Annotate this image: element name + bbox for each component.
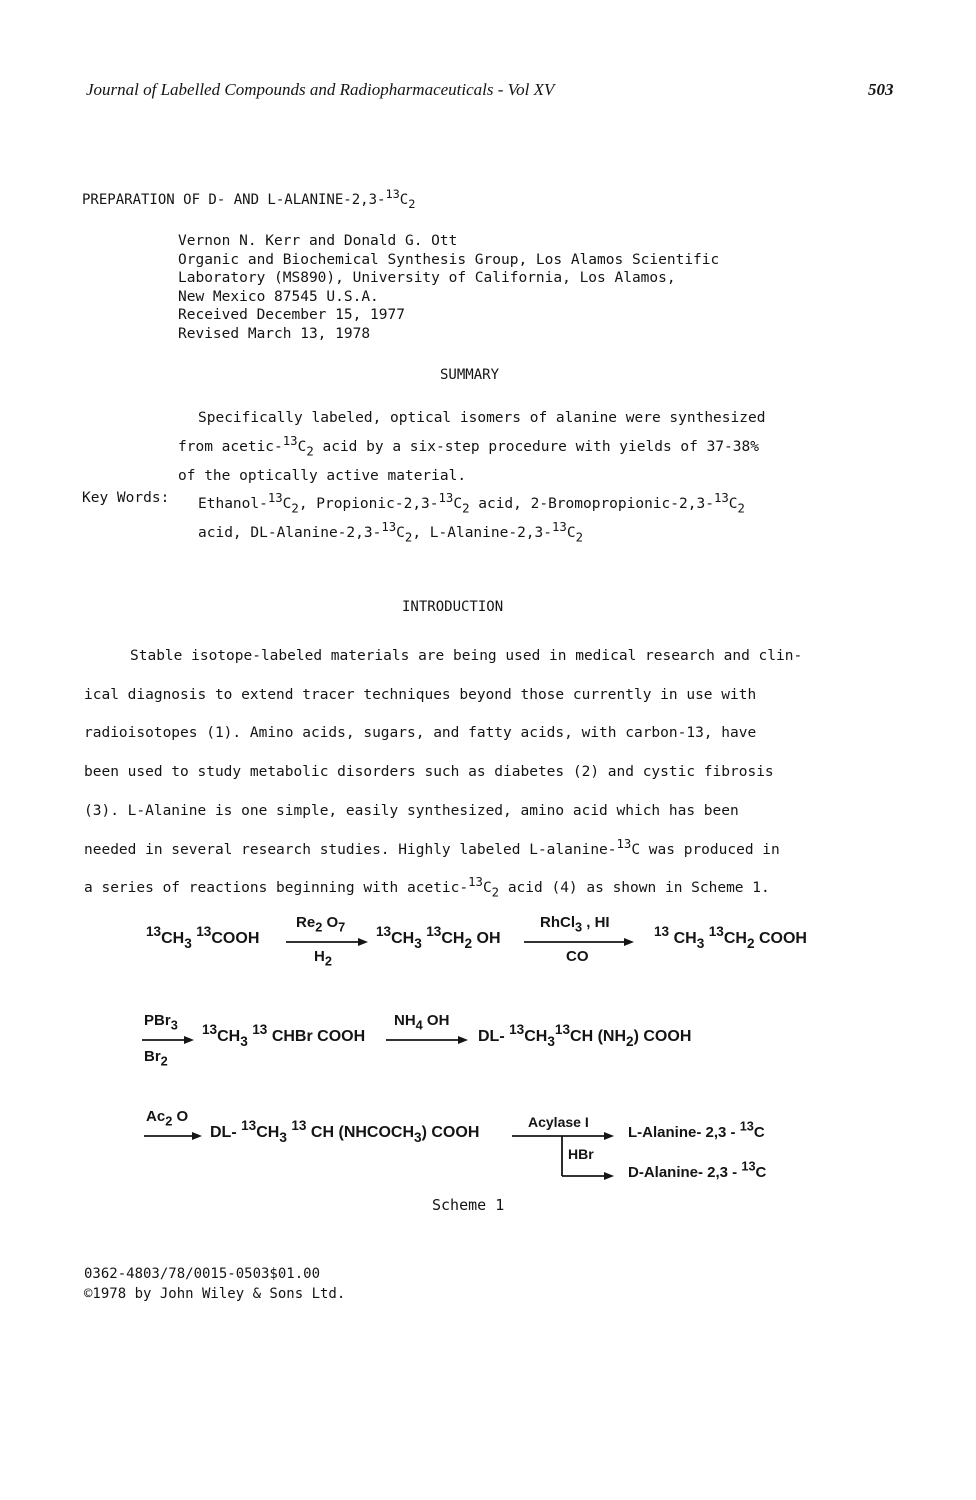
summary-heading: SUMMARY	[440, 367, 500, 383]
reagent-rhcl3-hi: RhCl$_3$ , HI	[540, 914, 610, 935]
compound-dl-alanine: DL- $^{13}CH_3^{13}CH$ $(NH_2)$ COOH	[478, 1022, 692, 1049]
compound-propionic-acid: $^{13}$ $CH_3$ $^{13}CH_2$ COOH	[654, 924, 807, 951]
reagent-co: CO	[566, 948, 589, 965]
page-number: 503	[868, 80, 894, 99]
affiliation-line: Organic and Biochemical Synthesis Group, Los Alamos Scientific	[178, 251, 720, 268]
reagent-acylase: Acylase I	[528, 1114, 589, 1130]
body-line: a series of reactions beginning with acetic-$^{13}C_2$ acid (4) as shown in Scheme 1.	[84, 875, 770, 900]
arrow-head	[604, 1172, 614, 1180]
compound-bromopropionic-acid: $^{13}CH_3$ $^{13}$ CHBr COOH	[202, 1022, 366, 1049]
compound-ethanol: $^{13}CH_3$ $^{13}CH_2$ OH	[376, 924, 501, 951]
body-line: been used to study metabolic disorders such as diabetes (2) and cystic fibrosis	[84, 764, 774, 781]
reagent-re2o7: $Re_2$ $O_7$	[296, 914, 346, 935]
arrow-head	[458, 1036, 468, 1044]
reagent-nh4oh: $NH_4$ OH	[394, 1012, 450, 1033]
compound-acetic-acid: $^{13}CH_3$ $^{13}$COOH	[146, 924, 260, 951]
affiliation-line: Laboratory (MS890), University of California, Los Alamos,	[178, 270, 676, 287]
product-l-alanine: L-Alanine- 2,3 - $^{13}$C	[628, 1118, 765, 1141]
body-line: radioisotopes (1). Amino acids, sugars, and fatty acids, with carbon-13, have	[84, 725, 757, 742]
arrow-head	[184, 1036, 194, 1044]
body-line: ical diagnosis to extend tracer techniques beyond those currently in use with	[84, 686, 757, 703]
arrow-head	[192, 1132, 202, 1140]
product-d-alanine: D-Alanine- 2,3 - $^{13}$C	[628, 1158, 767, 1181]
journal-header: Journal of Labelled Compounds and Radiopharmaceuticals - Vol XV	[86, 80, 555, 99]
body-line: (3). L-Alanine is one simple, easily synthesized, amino acid which has been	[84, 802, 739, 819]
body-line: needed in several research studies. Highly labeled L-alanine-$^{13}$C was produced in	[84, 836, 780, 858]
authors: Vernon N. Kerr and Donald G. Ott	[178, 233, 458, 249]
keywords-label: Key Words:	[82, 490, 170, 506]
received-date: Received December 15, 1977	[178, 307, 405, 324]
footer	[84, 1264, 345, 1304]
scheme-caption: Scheme 1	[432, 1196, 505, 1214]
reagent-pbr3: PBr$_3$	[144, 1012, 178, 1033]
summary-text: Specifically labeled, optical isomers of alanine were synthesized from acetic-$^{13}C_2$ acid by a six-step procedure with yields of 37-38% of the optically active material.	[178, 410, 766, 484]
body-line: Stable isotope-labeled materials are being used in medical research and clin-	[130, 648, 803, 664]
copyright: ©1978 by John Wiley & Sons Ltd.	[84, 1286, 346, 1302]
affiliation-line: New Mexico 87545 U.S.A.	[178, 288, 379, 305]
reagent-ac2o: $Ac_2$ O	[146, 1108, 189, 1129]
article-title: PREPARATION OF D- AND $L-ALANINE-2,3-^{13}C_2$	[82, 187, 416, 212]
arrow-head	[624, 938, 634, 946]
compound-n-acetyl-alanine: DL- $^{13}CH_3$ $^{13}$ CH $(NHCOCH_3)$ COOH	[210, 1118, 480, 1145]
introduction-heading: INTRODUCTION	[402, 599, 504, 615]
arrow-head	[604, 1132, 614, 1140]
reagent-h2: $H_2$	[314, 948, 332, 969]
arrow-head	[358, 938, 368, 946]
keywords-text: Ethanol-$^{13}C_2$, Propionic-$2,3-^{13}C_2$ acid, $2-Bromopropionic-2,3-^{13}C_2$ acid, $DL-Alanine-2,3-^{13}C_2$, $L-Alanine-2,3-^{13}C_2$	[198, 490, 745, 545]
revised-date: Revised March 13, 1978	[178, 325, 371, 342]
article-code: 0362-4803/78/0015-0503$01.00	[84, 1266, 321, 1282]
reagent-hbr: HBr	[568, 1146, 594, 1162]
reagent-br2: $Br_2$	[144, 1048, 168, 1069]
